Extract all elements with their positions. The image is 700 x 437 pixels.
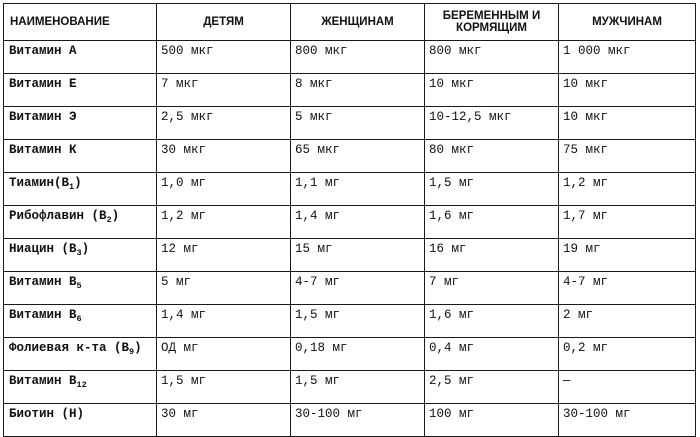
table-row [4,338,696,371]
vitamin-name-cell [4,140,157,173]
value-cell-children: 2,5 мкг [157,107,291,140]
table-row [4,107,696,140]
vitamin-subscript: 1 [69,182,75,192]
header-pregnant-nursing: БЕРЕМЕННЫМ И КОРМЯЩИМ [425,4,559,41]
vitamin-name-cell [4,107,157,140]
value-cell-children: 5 мг [157,272,291,305]
value-cell-women: 15 мг [291,239,425,272]
vitamin-subscript: 6 [76,314,82,324]
vitamin-name: Витамин А [9,44,77,58]
vitamin-name: Биотин (Н) [9,407,85,421]
vitamin-name: Ниацин (В [9,242,77,256]
value-cell-children: 500 мкг [157,41,291,74]
vitamin-norms-table [3,3,696,437]
value-cell-men: — [559,371,696,404]
vitamin-table-container [3,3,695,430]
vitamin-name: Витамин В [9,275,77,289]
vitamin-name: Витамин Е [9,77,77,91]
header-name: НАИМЕНОВАНИЕ [4,4,157,41]
vitamin-name-cell [4,305,157,338]
value-cell-men: 10 мкг [559,74,696,107]
value-cell-pregnant-nursing: 1,5 мг [425,173,559,206]
value-cell-children: 1,5 мг [157,371,291,404]
vitamin-name: Фолиевая к-та (В [9,341,130,355]
value-cell-pregnant-nursing: 0,4 мг [425,338,559,371]
vitamin-name-suffix: ) [111,209,120,223]
table-row [4,239,696,272]
value-cell-pregnant-nursing: 10 мкг [425,74,559,107]
table-row [4,272,696,305]
vitamin-name-cell [4,206,157,239]
value-cell-men: 0,2 мг [559,338,696,371]
vitamin-name-cell [4,404,157,437]
vitamin-subscript: 2 [106,215,112,225]
value-cell-men: 75 мкг [559,140,696,173]
value-cell-men: 1 000 мкг [559,41,696,74]
vitamin-name: Тиамин(В [9,176,70,190]
value-cell-pregnant-nursing: 1,6 мг [425,305,559,338]
header-children: ДЕТЯМ [157,4,291,41]
value-cell-pregnant-nursing: 16 мг [425,239,559,272]
value-cell-children: 30 мкг [157,140,291,173]
vitamin-subscript: 3 [76,248,82,258]
vitamin-name-cell [4,272,157,305]
table-row [4,305,696,338]
value-cell-women: 30-100 мг [291,404,425,437]
value-cell-men: 2 мг [559,305,696,338]
vitamin-name-cell [4,74,157,107]
vitamin-subscript: 5 [76,281,82,291]
vitamin-name: Рибофлавин (В [9,209,107,223]
value-cell-pregnant-nursing: 800 мкг [425,41,559,74]
table-row [4,140,696,173]
value-cell-pregnant-nursing: 10-12,5 мкг [425,107,559,140]
vitamin-name-suffix: ) [134,341,142,355]
vitamin-subscript: 9 [129,347,135,357]
table-row [4,404,696,437]
vitamin-name-cell [4,239,157,272]
value-cell-men: 19 мг [559,239,696,272]
header-row [4,4,696,41]
vitamin-name-cell [4,41,157,74]
value-cell-men: 10 мкг [559,107,696,140]
value-cell-pregnant-nursing: 1,6 мг [425,206,559,239]
table-row [4,74,696,107]
table-row [4,206,696,239]
vitamin-name: Витамин К [9,143,77,157]
vitamin-name: Витамин В [9,308,77,322]
value-cell-children: 30 мг [157,404,291,437]
vitamin-name-suffix: ) [81,242,90,256]
value-cell-men: 4-7 мг [559,272,696,305]
value-cell-women: 1,1 мг [291,173,425,206]
table-row [4,371,696,404]
header-men: МУЖЧИНАМ [559,4,696,41]
value-cell-children: 1,2 мг [157,206,291,239]
table-body [4,41,696,437]
vitamin-name: Витамин В [9,374,77,388]
value-cell-women: 0,18 мг [291,338,425,371]
value-cell-women: 4-7 мг [291,272,425,305]
vitamin-subscript: 12 [76,380,87,390]
value-cell-women: 1,4 мг [291,206,425,239]
vitamin-name-cell [4,338,157,371]
value-cell-men: 1,2 мг [559,173,696,206]
value-cell-women: 8 мкг [291,74,425,107]
value-cell-pregnant-nursing: 80 мкг [425,140,559,173]
value-cell-women: 1,5 мг [291,371,425,404]
value-cell-women: 5 мкг [291,107,425,140]
value-cell-children: ОД мг [157,338,291,371]
value-cell-pregnant-nursing: 7 мг [425,272,559,305]
value-cell-pregnant-nursing: 2,5 мг [425,371,559,404]
header-women: ЖЕНЩИНАМ [291,4,425,41]
table-header [4,4,696,41]
vitamin-name-cell [4,371,157,404]
value-cell-men: 1,7 мг [559,206,696,239]
value-cell-men: 30-100 мг [559,404,696,437]
table-row [4,41,696,74]
value-cell-women: 65 мкг [291,140,425,173]
value-cell-women: 800 мкг [291,41,425,74]
value-cell-pregnant-nursing: 100 мг [425,404,559,437]
vitamin-name-cell [4,173,157,206]
value-cell-children: 12 мг [157,239,291,272]
value-cell-women: 1,5 мг [291,305,425,338]
value-cell-children: 1,4 мг [157,305,291,338]
value-cell-children: 7 мкг [157,74,291,107]
vitamin-name: Витамин Э [9,110,77,124]
vitamin-name-suffix: ) [74,176,82,190]
value-cell-children: 1,0 мг [157,173,291,206]
table-row [4,173,696,206]
